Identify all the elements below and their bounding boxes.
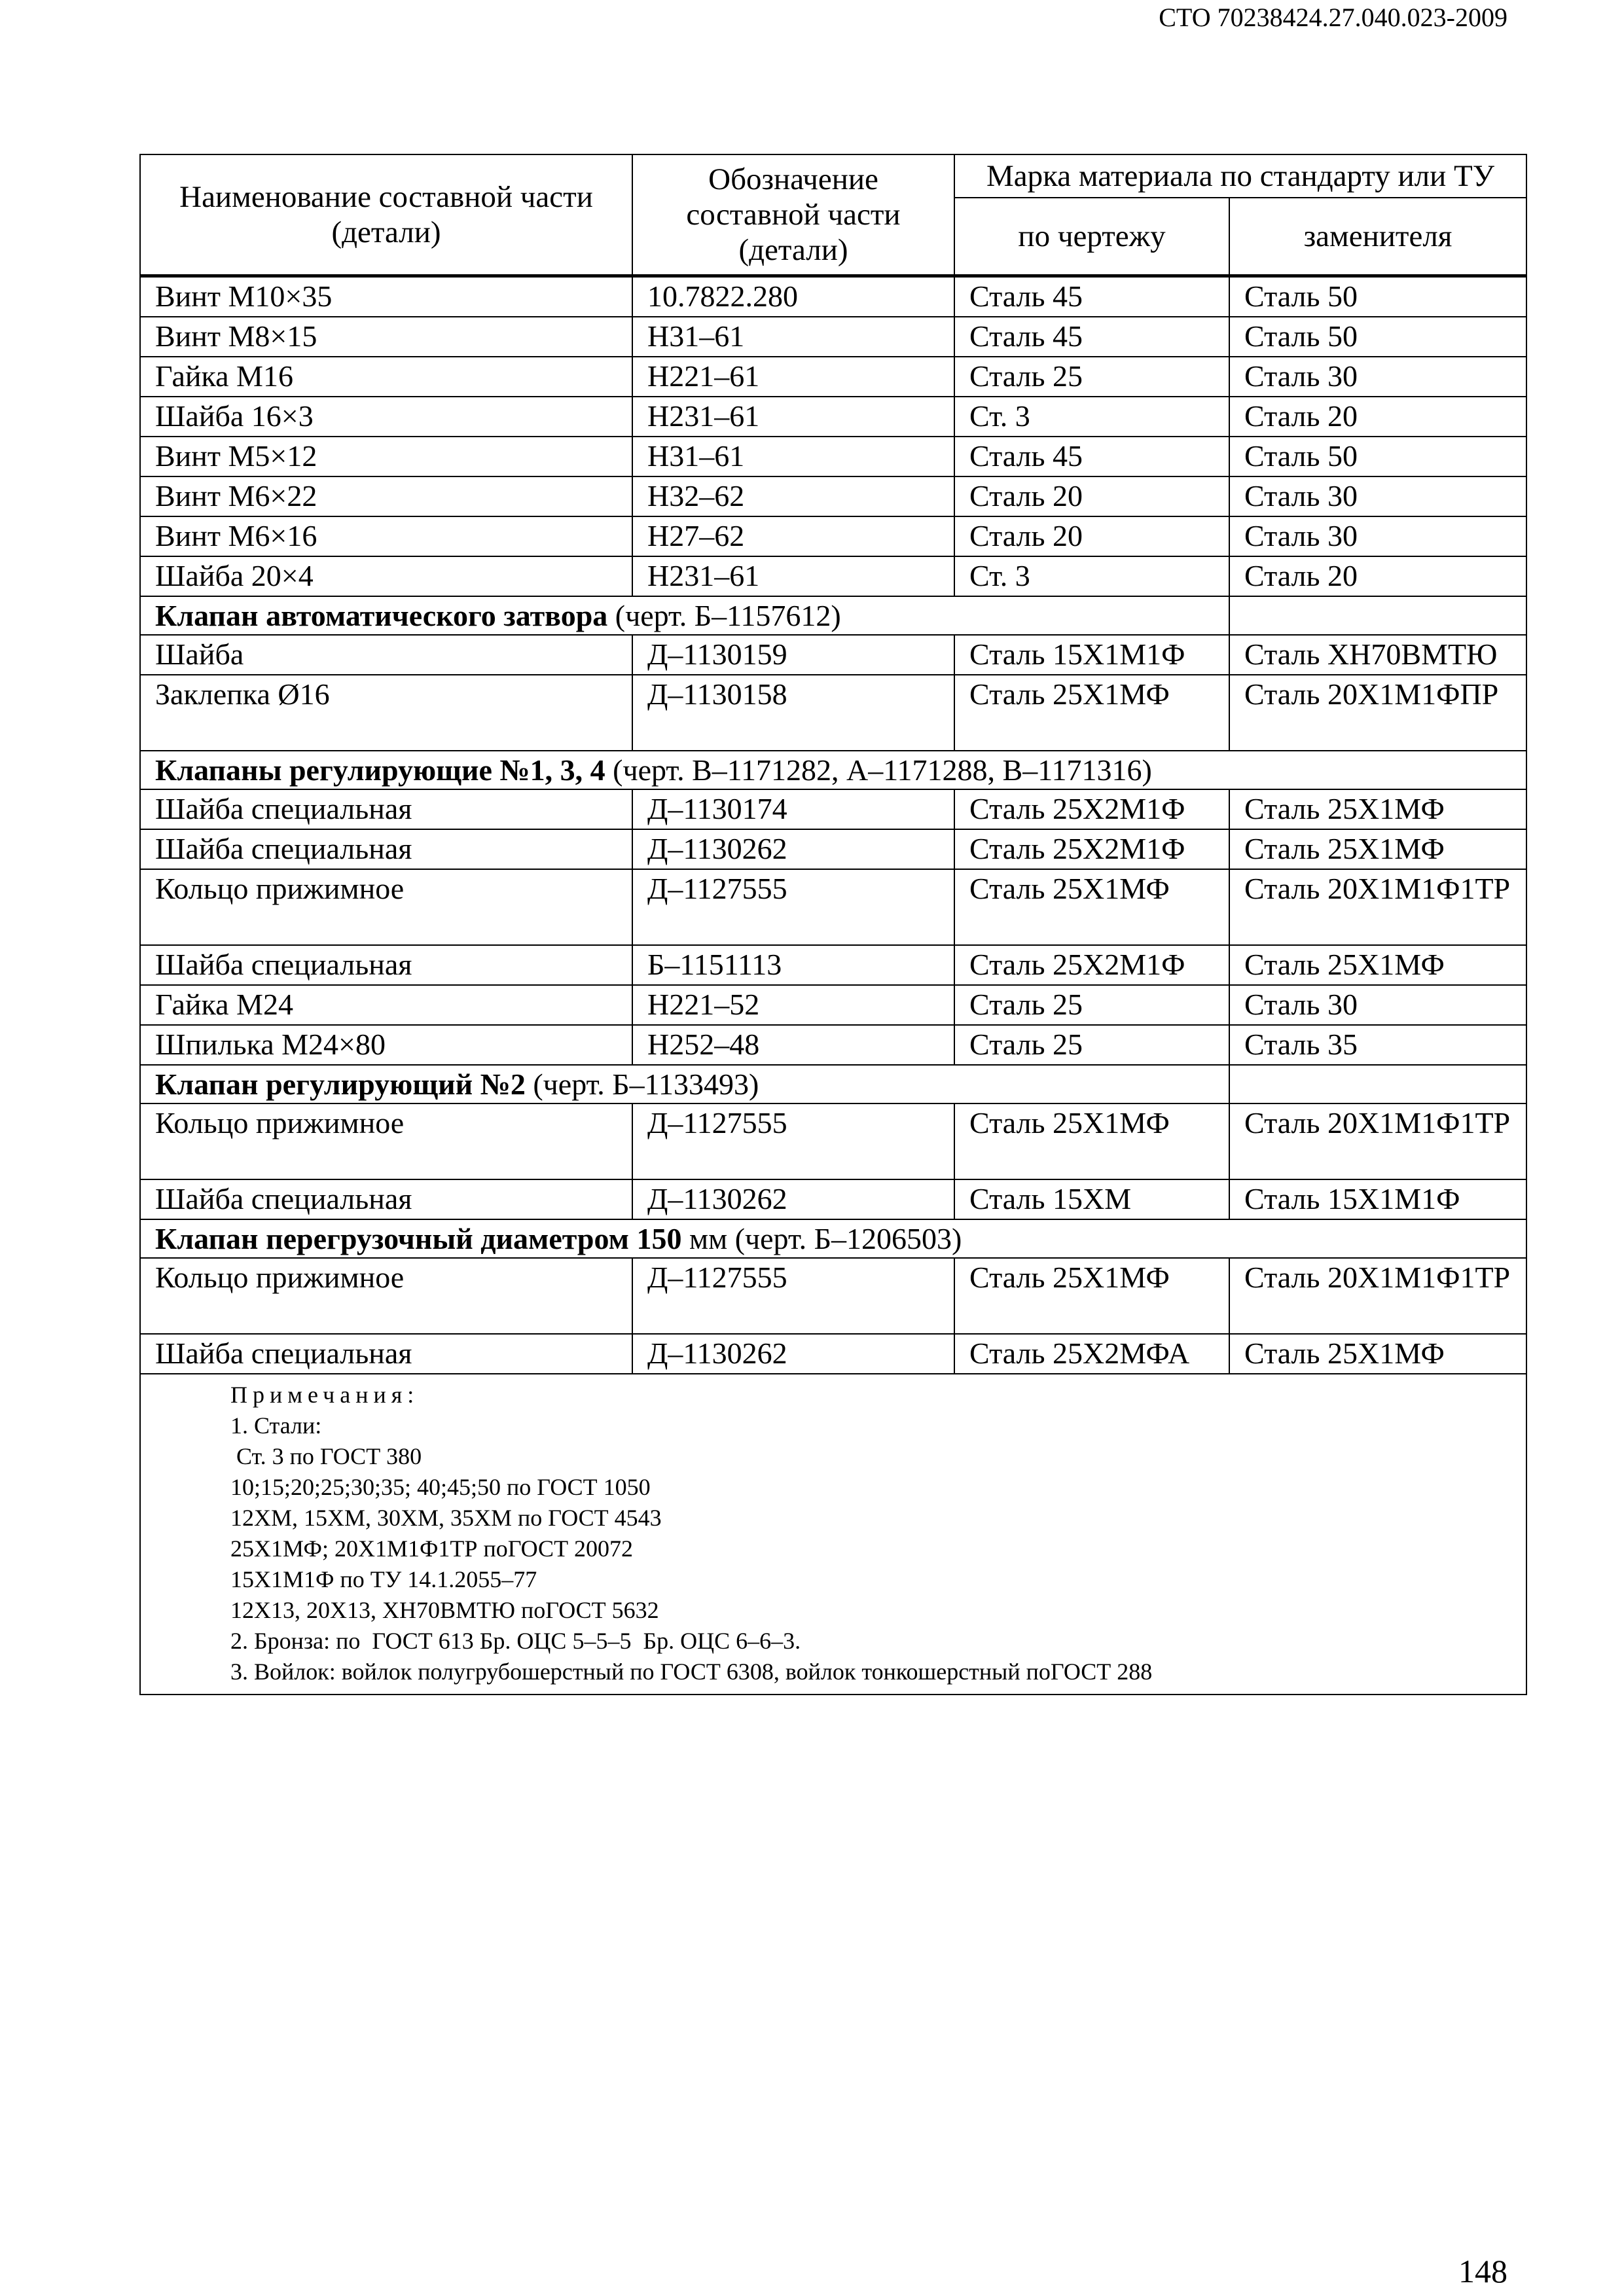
cell-designation: Н32–62 <box>632 476 954 516</box>
cell-drawing: Сталь 25Х1МФ <box>954 869 1229 945</box>
cell-drawing: Сталь 20 <box>954 476 1229 516</box>
cell-substitute: Сталь 15Х1М1Ф <box>1229 1179 1526 1219</box>
table-row <box>140 476 1526 516</box>
cell-drawing: Сталь 25 <box>954 985 1229 1025</box>
cell-substitute: Сталь 30 <box>1229 516 1526 556</box>
cell-designation: Н31–61 <box>632 437 954 476</box>
cell-drawing: Сталь 45 <box>954 276 1229 317</box>
table-row <box>140 829 1526 869</box>
empty-cell <box>1229 596 1526 635</box>
table-row <box>140 1025 1526 1065</box>
section-title-reference: мм (черт. Б–1206503) <box>681 1222 962 1255</box>
table-row <box>140 1103 1526 1179</box>
cell-designation: Д–1130262 <box>632 829 954 869</box>
column-header-name: Наименование составной части (детали) <box>140 154 632 276</box>
note-line: 10;15;20;25;30;35; 40;45;50 по ГОСТ 1050 <box>230 1474 651 1500</box>
cell-designation: Д–1130158 <box>632 675 954 751</box>
cell-drawing: Сталь 25Х1МФ <box>954 675 1229 751</box>
note-line: 15Х1М1Ф по ТУ 14.1.2055–77 <box>230 1566 537 1592</box>
cell-drawing: Ст. 3 <box>954 556 1229 596</box>
cell-name: Винт М8×15 <box>140 317 632 357</box>
cell-drawing: Сталь 15Х1М1Ф <box>954 635 1229 675</box>
table-row <box>140 556 1526 596</box>
cell-designation: Н31–61 <box>632 317 954 357</box>
note-line: 1. Стали: <box>230 1412 322 1439</box>
cell-name: Винт М6×16 <box>140 516 632 556</box>
note-line: 12Х13, 20Х13, ХН70ВМТЮ поГОСТ 5632 <box>230 1597 659 1623</box>
section-title-bold: Клапан регулирующий №2 <box>155 1067 526 1101</box>
cell-name: Шайба специальная <box>140 1179 632 1219</box>
cell-name: Шайба <box>140 635 632 675</box>
notes-title: Примечания: <box>230 1382 420 1408</box>
cell-substitute: Сталь 30 <box>1229 476 1526 516</box>
cell-substitute: Сталь 20Х1М1Ф1ТР <box>1229 1258 1526 1334</box>
table-row <box>140 437 1526 476</box>
section-title-reference: (черт. Б–1157612) <box>607 599 841 632</box>
table-row <box>140 1334 1526 1374</box>
section-title <box>140 1065 1229 1103</box>
section-title-reference: (черт. В–1171282, А–1171288, В–1171316) <box>605 753 1152 787</box>
cell-designation: Д–1130174 <box>632 789 954 829</box>
section-title-bold: Клапаны регулирующие №1, 3, 4 <box>155 753 605 787</box>
cell-drawing: Сталь 25Х2М1Ф <box>954 829 1229 869</box>
cell-drawing: Сталь 25Х2М1Ф <box>954 945 1229 985</box>
section-title <box>140 751 1526 789</box>
cell-name: Шайба 16×3 <box>140 397 632 437</box>
cell-designation: Н231–61 <box>632 556 954 596</box>
note-line: 2. Бронза: по ГОСТ 613 Бр. ОЦС 5–5–5 Бр. ОЦС 6–6–3. <box>230 1628 801 1654</box>
cell-name: Винт М5×12 <box>140 437 632 476</box>
section-row <box>140 1219 1526 1258</box>
cell-substitute: Сталь 20 <box>1229 397 1526 437</box>
table-row <box>140 985 1526 1025</box>
cell-designation: Н252–48 <box>632 1025 954 1065</box>
table-row <box>140 789 1526 829</box>
cell-drawing: Сталь 25Х2М1Ф <box>954 789 1229 829</box>
section-row <box>140 1065 1526 1103</box>
cell-drawing: Сталь 15ХМ <box>954 1179 1229 1219</box>
cell-designation: Д–1130159 <box>632 635 954 675</box>
note-line: Ст. 3 по ГОСТ 380 <box>230 1443 422 1469</box>
table-row <box>140 675 1526 751</box>
cell-substitute: Сталь 35 <box>1229 1025 1526 1065</box>
cell-drawing: Сталь 25Х1МФ <box>954 1258 1229 1334</box>
cell-drawing: Сталь 25 <box>954 1025 1229 1065</box>
cell-name: Шайба специальная <box>140 789 632 829</box>
cell-drawing: Сталь 25Х2МФА <box>954 1334 1229 1374</box>
section-title-bold: Клапан перегрузочный диаметром 150 <box>155 1222 682 1255</box>
cell-name: Гайка М16 <box>140 357 632 397</box>
table-row <box>140 276 1526 317</box>
document-code: СТО 70238424.27.040.023-2009 <box>1159 3 1507 32</box>
note-line: 3. Войлок: войлок полугрубошерстный по ГОСТ 6308, войлок тонкошерстный поГОСТ 288 <box>230 1659 1153 1685</box>
table-row <box>140 357 1526 397</box>
cell-substitute: Сталь 20Х1М1ФПР <box>1229 675 1526 751</box>
notes-row <box>140 1374 1526 1695</box>
cell-substitute: Сталь 25Х1МФ <box>1229 789 1526 829</box>
cell-name: Заклепка Ø16 <box>140 675 632 751</box>
cell-substitute: Сталь ХН70ВМТЮ <box>1229 635 1526 675</box>
cell-name: Шайба специальная <box>140 945 632 985</box>
note-line: 12ХМ, 15ХМ, 30ХМ, 35ХМ по ГОСТ 4543 <box>230 1505 662 1531</box>
cell-name: Шпилька М24×80 <box>140 1025 632 1065</box>
notes-block <box>140 1374 1526 1695</box>
table-row <box>140 1258 1526 1334</box>
cell-designation: Д–1130262 <box>632 1179 954 1219</box>
table-row <box>140 945 1526 985</box>
cell-designation: Д–1127555 <box>632 1258 954 1334</box>
cell-designation: 10.7822.280 <box>632 276 954 317</box>
section-title-reference: (черт. Б–1133493) <box>525 1067 759 1101</box>
table-row <box>140 1179 1526 1219</box>
cell-drawing: Сталь 45 <box>954 437 1229 476</box>
table-row <box>140 635 1526 675</box>
section-row <box>140 751 1526 789</box>
column-header-material-group: Марка материала по стандарту или ТУ <box>954 154 1526 198</box>
cell-name: Винт М10×35 <box>140 276 632 317</box>
column-header-drawing: по чертежу <box>954 198 1229 276</box>
cell-substitute: Сталь 30 <box>1229 985 1526 1025</box>
cell-drawing: Сталь 25 <box>954 357 1229 397</box>
table-row <box>140 397 1526 437</box>
cell-designation: Н221–61 <box>632 357 954 397</box>
cell-substitute: Сталь 25Х1МФ <box>1229 829 1526 869</box>
column-header-substitute: заменителя <box>1229 198 1526 276</box>
cell-name: Кольцо прижимное <box>140 1258 632 1334</box>
section-title-bold: Клапан автоматического затвора <box>155 599 608 632</box>
cell-name: Кольцо прижимное <box>140 869 632 945</box>
table-row <box>140 317 1526 357</box>
cell-drawing: Сталь 20 <box>954 516 1229 556</box>
cell-designation: Д–1130262 <box>632 1334 954 1374</box>
cell-substitute: Сталь 50 <box>1229 276 1526 317</box>
cell-name: Шайба 20×4 <box>140 556 632 596</box>
page-number: 148 <box>1458 2253 1507 2289</box>
cell-designation: Н221–52 <box>632 985 954 1025</box>
cell-designation: Н231–61 <box>632 397 954 437</box>
cell-substitute: Сталь 20 <box>1229 556 1526 596</box>
cell-name: Винт М6×22 <box>140 476 632 516</box>
section-title <box>140 596 1229 635</box>
table-body <box>140 276 1526 1695</box>
materials-table <box>139 154 1527 1695</box>
cell-designation: Д–1127555 <box>632 869 954 945</box>
cell-designation: Б–1151113 <box>632 945 954 985</box>
note-line: 25Х1МФ; 20Х1М1Ф1ТР поГОСТ 20072 <box>230 1535 634 1562</box>
cell-substitute: Сталь 20Х1М1Ф1ТР <box>1229 869 1526 945</box>
cell-substitute: Сталь 50 <box>1229 317 1526 357</box>
column-header-designation: Обозначение составной части (детали) <box>632 154 954 276</box>
cell-drawing: Сталь 25Х1МФ <box>954 1103 1229 1179</box>
cell-drawing: Сталь 45 <box>954 317 1229 357</box>
cell-name: Шайба специальная <box>140 1334 632 1374</box>
cell-designation: Д–1127555 <box>632 1103 954 1179</box>
cell-substitute: Сталь 25Х1МФ <box>1229 945 1526 985</box>
cell-designation: Н27–62 <box>632 516 954 556</box>
cell-substitute: Сталь 20Х1М1Ф1ТР <box>1229 1103 1526 1179</box>
cell-drawing: Ст. 3 <box>954 397 1229 437</box>
table-row <box>140 869 1526 945</box>
cell-substitute: Сталь 30 <box>1229 357 1526 397</box>
empty-cell <box>1229 1065 1526 1103</box>
cell-substitute: Сталь 25Х1МФ <box>1229 1334 1526 1374</box>
table-row <box>140 516 1526 556</box>
cell-name: Шайба специальная <box>140 829 632 869</box>
section-row <box>140 596 1526 635</box>
section-title <box>140 1219 1526 1258</box>
cell-name: Кольцо прижимное <box>140 1103 632 1179</box>
cell-substitute: Сталь 50 <box>1229 437 1526 476</box>
cell-name: Гайка М24 <box>140 985 632 1025</box>
